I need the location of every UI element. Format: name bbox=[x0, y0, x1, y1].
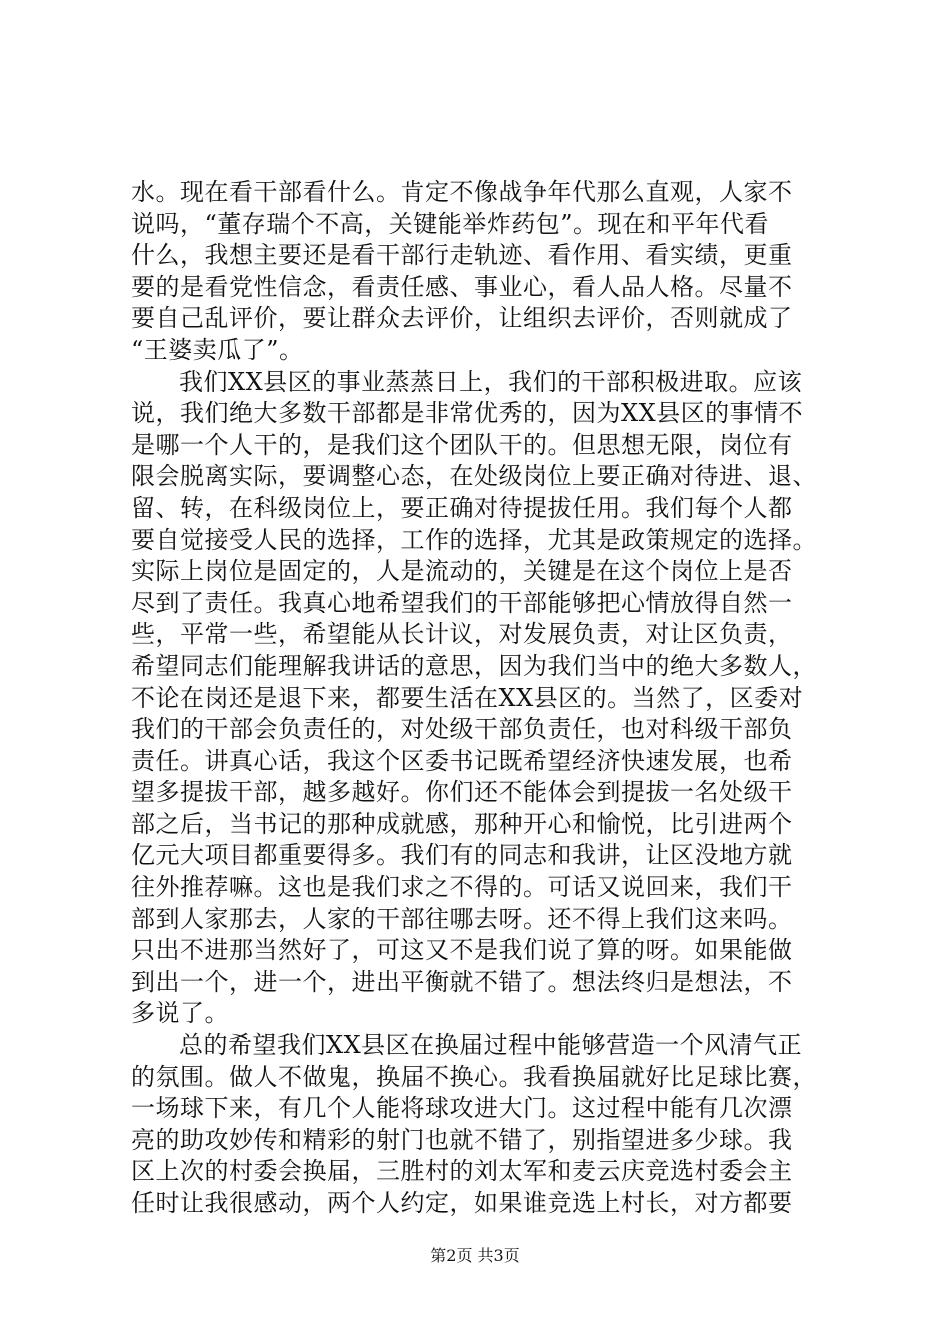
text-line: 说吗，“董存瑞个不高，关键能举炸药包”。现在和平年代看 bbox=[131, 209, 770, 238]
text-line: 只出不进那当然好了，可这又不是我们说了算的呀。如果能做 bbox=[131, 936, 793, 965]
text-line: 多说了。 bbox=[131, 999, 229, 1028]
text-line: 一场球下来，有几个人能将球攻进大门。这过程中能有几次漂 bbox=[131, 1094, 793, 1123]
text-line: 限会脱离实际，要调整心态，在处级岗位上要正确对待进、退、 bbox=[131, 462, 817, 491]
text-line: 部到人家那去，人家的干部往哪去呀。还不得上我们这来吗。 bbox=[131, 904, 793, 933]
text-line: 是哪一个人干的，是我们这个团队干的。但思想无限，岗位有 bbox=[131, 430, 793, 459]
text-line: 说，我们绝大多数干部都是非常优秀的，因为XX县区的事情不 bbox=[131, 399, 804, 428]
text-line: 不论在岗还是退下来，都要生活在XX县区的。当然了，区委对 bbox=[131, 683, 804, 712]
text-line: 要自己乱评价，要让群众去评价，让组织去评价，否则就成了 bbox=[131, 304, 793, 333]
text-line: 留、转，在科级岗位上，要正确对待提拔任用。我们每个人都 bbox=[131, 493, 793, 522]
text-line: 亿元大项目都重要得多。我们有的同志和我讲，让区没地方就 bbox=[131, 841, 793, 870]
text-line: 水。现在看干部看什么。肯定不像战争年代那么直观，人家不 bbox=[131, 178, 793, 206]
document-body bbox=[131, 177, 831, 1220]
text-line: 望多提拔干部，越多越好。你们还不能体会到提拔一名处级干 bbox=[131, 778, 793, 807]
text-line: “王婆卖瓜了”。 bbox=[131, 335, 304, 364]
text-line: 我们的干部会负责任的，对处级干部负责任，也对科级干部负 bbox=[131, 715, 793, 744]
text-line: 部之后，当书记的那种成就感，那种开心和愉悦，比引进两个 bbox=[131, 809, 793, 838]
text-line: 到出一个，进一个，进出平衡就不错了。想法终归是想法，不 bbox=[131, 967, 793, 996]
text-line: 任时让我很感动，两个人约定，如果谁竞选上村长，对方都要 bbox=[131, 1189, 793, 1217]
text-line: 总的希望我们XX县区在换届过程中能够营造一个风清气正 bbox=[179, 1031, 803, 1060]
page-footer: 第2页 共3页 bbox=[430, 1246, 520, 1265]
text-line: 什么，我想主要还是看干部行走轨迹、看作用、看实绩，更重 bbox=[131, 241, 793, 270]
text-line: 区上次的村委会换届，三胜村的刘太军和麦云庆竞选村委会主 bbox=[131, 1157, 793, 1186]
text-line: 尽到了责任。我真心地希望我们的干部能够把心情放得自然一 bbox=[131, 588, 793, 617]
text-line: 希望同志们能理解我讲话的意思，因为我们当中的绝大多数人， bbox=[131, 651, 817, 680]
text-line: 要的是看党性信念，看责任感、事业心，看人品人格。尽量不 bbox=[131, 272, 793, 301]
text-line: 些，平常一些，希望能从长计议，对发展负责，对让区负责， bbox=[131, 620, 793, 649]
text-line: 要自觉接受人民的选择，工作的选择，尤其是政策规定的选择。 bbox=[131, 525, 817, 554]
text-line: 我们XX县区的事业蒸蒸日上，我们的干部积极进取。应该 bbox=[179, 367, 803, 396]
text-line: 的氛围。做人不做鬼，换届不换心。我看换届就好比足球比赛， bbox=[131, 1062, 817, 1091]
text-line: 责任。讲真心话，我这个区委书记既希望经济快速发展，也希 bbox=[131, 746, 793, 775]
text-line: 实际上岗位是固定的，人是流动的，关键是在这个岗位上是否 bbox=[131, 557, 793, 586]
text-line: 亮的助攻妙传和精彩的射门也就不错了，别指望进多少球。我 bbox=[131, 1125, 793, 1154]
text-line: 往外推荐嘛。这也是我们求之不得的。可话又说回来，我们干 bbox=[131, 873, 793, 902]
